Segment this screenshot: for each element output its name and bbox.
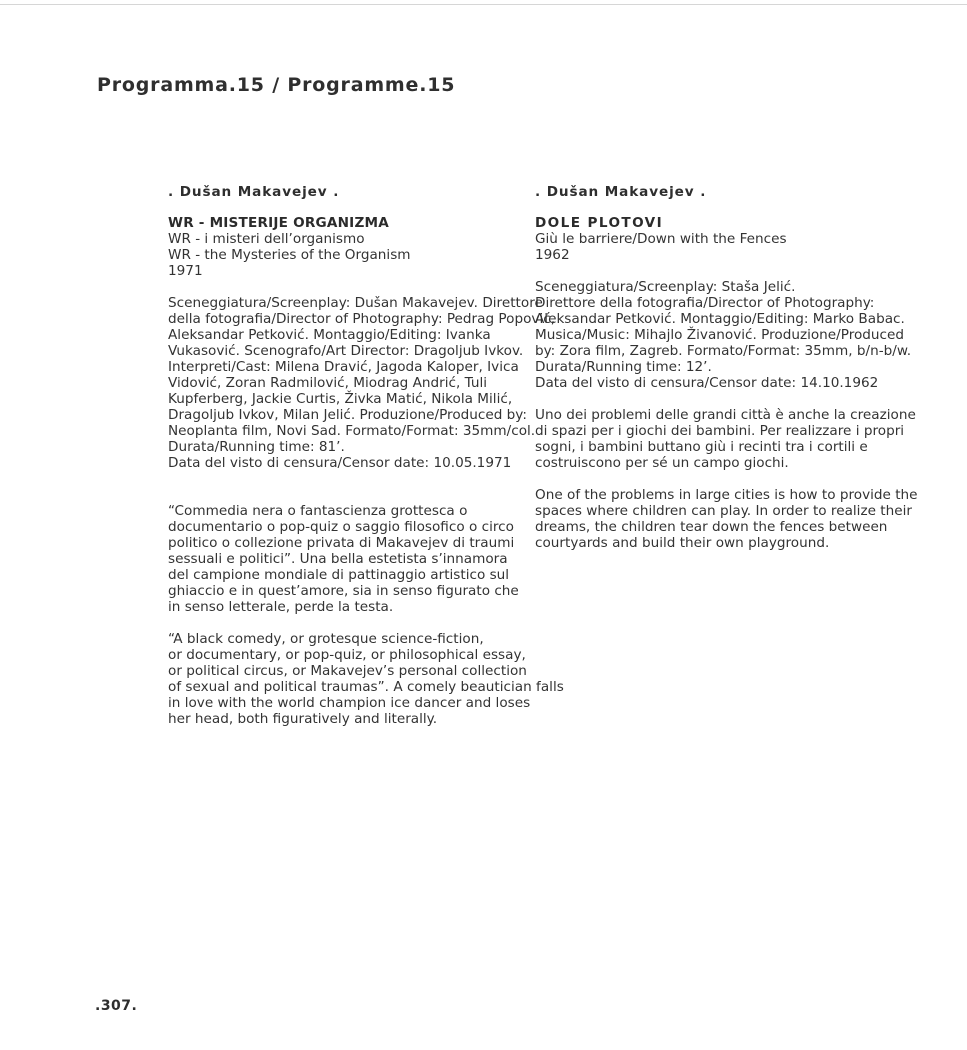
synopsis-line: in senso letterale, perde la testa. — [168, 599, 394, 615]
synopsis-line: politico o collezione privata di Makavejev di traumi — [168, 535, 515, 551]
film-subtitle-en: WR - the Mysteries of the Organism — [168, 247, 411, 263]
right-column — [535, 184, 918, 551]
film-title: DOLE PLOTOVI — [535, 215, 664, 231]
credits-line: Interpreti/Cast: Milena Dravić, Jagoda Kaloper, Ivica — [168, 359, 519, 375]
credits-line: Data del visto di censura/Censor date: 10.05.1971 — [168, 455, 512, 471]
synopsis-line: sessuali e politici”. Una bella estetista s’innamora — [168, 551, 508, 567]
film-subtitle: Giù le barriere/Down with the Fences — [535, 231, 787, 247]
film-title: WR - MISTERIJE ORGANIZMA — [168, 215, 389, 231]
synopsis-line: or documentary, or pop-quiz, or philosophical essay, — [168, 647, 526, 663]
synopsis-line: costruiscono per sé un campo giochi. — [535, 455, 789, 471]
credits-line: Kupferberg, Jackie Curtis, Živka Matić, Nikola Milić, — [168, 391, 513, 407]
synopsis-line: di spazi per i giochi dei bambini. Per realizzare i propri — [535, 423, 905, 439]
synopsis-line: dreams, the children tear down the fences between — [535, 519, 888, 535]
credits-line: by: Zora film, Zagreb. Formato/Format: 35mm, b/n-b/w. — [535, 343, 912, 359]
credits-line: della fotografia/Director of Photography: Pedrag Popović, — [168, 311, 556, 327]
synopsis-line: Uno dei problemi delle grandi città è anche la creazione — [535, 407, 916, 423]
synopsis-line: courtyards and build their own playground. — [535, 535, 830, 551]
synopsis-line: spaces where children can play. In order to realize their — [535, 503, 912, 519]
credits-block — [168, 295, 556, 471]
author-name: . Dušan Makavejev . — [535, 184, 707, 200]
credits-line: Durata/Running time: 12’. — [535, 359, 712, 375]
credits-line: Vidović, Zoran Radmilović, Miodrag Andrić, Tuli — [168, 375, 488, 391]
synopsis-english — [168, 631, 564, 727]
film-subtitle-it: WR - i misteri dell’organismo — [168, 231, 365, 247]
credits-line: Sceneggiatura/Screenplay: Staša Jelić. — [535, 279, 796, 295]
credits-line: Aleksandar Petković. Montaggio/Editing: Ivanka — [168, 327, 491, 343]
credits-line: Durata/Running time: 81’. — [168, 439, 345, 455]
synopsis-english — [535, 487, 918, 551]
synopsis-line: her head, both figuratively and literally. — [168, 711, 438, 727]
synopsis-line: in love with the world champion ice dancer and loses — [168, 695, 531, 711]
page-title: Programma.15 / Programme.15 — [97, 74, 456, 96]
synopsis-italian — [168, 503, 518, 615]
film-year: 1971 — [168, 263, 203, 279]
credits-line: Neoplanta film, Novi Sad. Formato/Format: 35mm/col. — [168, 423, 536, 439]
synopsis-line: or political circus, or Makavejev’s personal collection — [168, 663, 527, 679]
synopsis-line: One of the problems in large cities is how to provide the — [535, 487, 918, 503]
synopsis-line: ghiaccio e in quest’amore, sia in senso figurato che — [168, 583, 519, 599]
synopsis-line: sogni, i bambini buttano giù i recinti tra i cortili e — [535, 439, 868, 455]
synopsis-line: documentario o pop-quiz o saggio filosofico o circo — [168, 519, 514, 535]
synopsis-line: “A black comedy, or grotesque science-fiction, — [168, 631, 484, 647]
film-year: 1962 — [535, 247, 570, 263]
synopsis-line: del campione mondiale di pattinaggio artistico sul — [168, 567, 510, 583]
synopsis-line: of sexual and political traumas”. A comely beautician falls — [168, 679, 564, 695]
credits-block — [535, 279, 912, 391]
credits-line: Dragoljub Ivkov, Milan Jelić. Produzione/Produced by: — [168, 407, 527, 423]
credits-line: Direttore della fotografia/Director of Photography: — [535, 295, 875, 311]
credits-line: Aleksandar Petković. Montaggio/Editing: Marko Babac. — [535, 311, 905, 327]
author-name: . Dušan Makavejev . — [168, 184, 340, 200]
page-number: .307. — [95, 998, 138, 1014]
synopsis-italian — [535, 407, 916, 471]
synopsis-line: “Commedia nera o fantascienza grottesca o — [168, 503, 468, 519]
credits-line: Sceneggiatura/Screenplay: Dušan Makavejev. Direttore — [168, 295, 543, 311]
credits-line: Vukasović. Scenografo/Art Director: Dragoljub Ivkov. — [168, 343, 524, 359]
credits-line: Musica/Music: Mihajlo Živanović. Produzione/Produced — [535, 327, 905, 343]
credits-line: Data del visto di censura/Censor date: 14.10.1962 — [535, 375, 879, 391]
top-rule — [0, 4, 967, 5]
